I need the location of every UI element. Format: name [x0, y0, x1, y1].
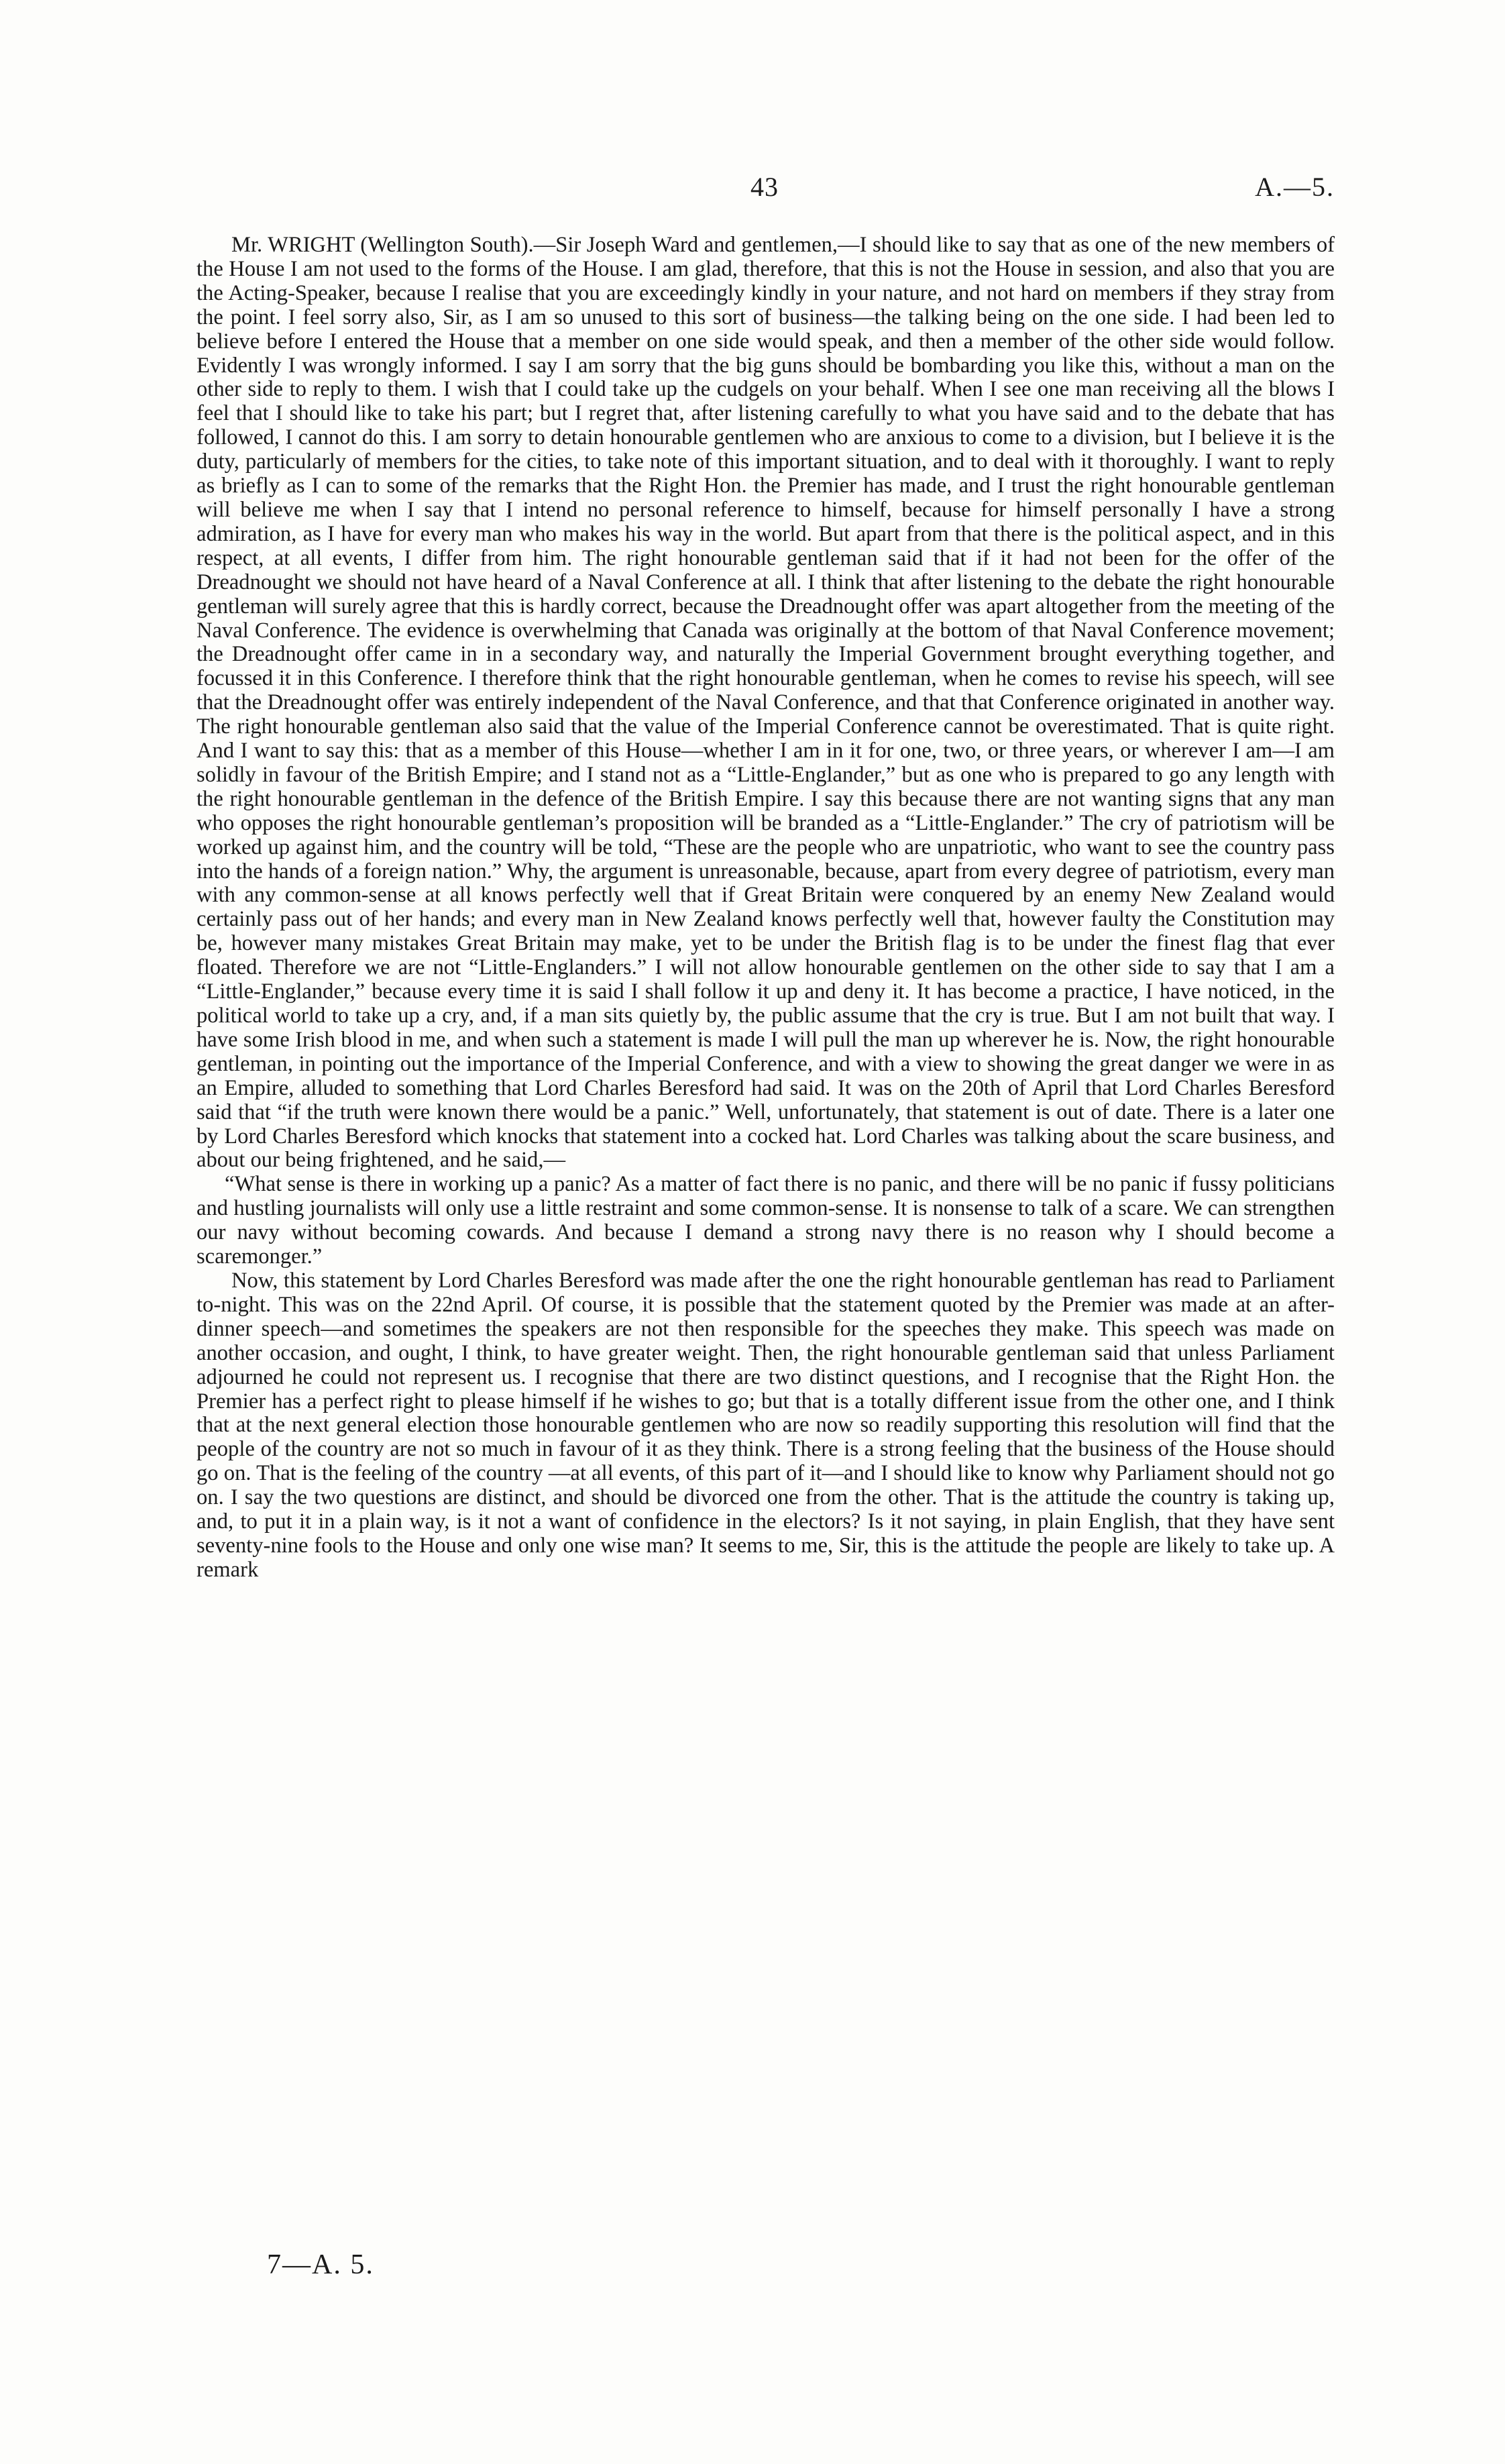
- paper-reference: A.—5.: [1255, 172, 1335, 202]
- page-header: [194, 171, 1335, 211]
- body-text: [197, 233, 1335, 1583]
- page-number: 43: [750, 172, 779, 202]
- paragraph-speech-continued: Now, this statement by Lord Charles Beresford was made after the one the right honourable gentleman has read to Parliament to-night. This was on the 22nd April. Of course, it is possible that the statement quoted by the Premier was made at an after-dinner speech—and sometimes the speakers are not then responsible for the speeches they make. This speech was made on another occasion, and ought, I think, to have greater weight. Then, the right honourable gentleman said that unless Parliament adjourned he could not represent us. I recognise that there are two distinct questions, and I recognise that the Right Hon. the Premier has a perfect right to please himself if he wishes to go; but that is a totally different issue from the other one, and I think that at the next general election those honourable gentlemen who are now so readily supporting this resolution will find that the people of the country are not so much in favour of it as they think. There is a strong feeling that the business of the House should go on. That is the feeling of the country —at all events, of this part of it—and I should like to know why Parliament should not go on. I say the two questions are distinct, and should be divorced one from the other. That is the attitude the country is taking up, and, to put it in a plain way, is it not a want of confidence in the electors? Is it not saying, in plain English, that they have sent seventy-nine fools to the House and only one wise man? It seems to me, Sir, this is the attitude the people are likely to take up. A remark: [197, 1268, 1335, 1582]
- paragraph-beresford-quote: “What sense is there in working up a panic? As a matter of fact there is no panic, and there will be no panic if fussy politicians and hustling journalists will only use a little restraint and some common-sense. It is nonsense to talk of a scare. We can strengthen our navy without becoming cowards. And because I demand a strong navy there is no reason why I should become a scaremonger.”: [197, 1172, 1335, 1269]
- printer-signature: 7—A. 5.: [267, 2249, 374, 2280]
- paragraph-speech-opening: Mr. WRIGHT (Wellington South).—Sir Joseph Ward and gentlemen,—I should like to say that as one of the new members of the House I am not used to the forms of the House. I am glad, therefore, that this is not the House in session, and also that you are the Acting-Speaker, because I realise that you are exceedingly kindly in your nature, and not hard on members if they stray from the point. I feel sorry also, Sir, as I am so unused to this sort of business—the talking being on the one side. I had been led to believe before I entered the House that a member on one side would speak, and then a member of the other side would follow. Evidently I was wrongly informed. I say I am sorry that the big guns should be bombarding you like this, without a man on the other side to reply to them. I wish that I could take up the cudgels on your behalf. When I see one man receiving all the blows I feel that I should like to take his part; but I regret that, after listening carefully to what you have said and to the debate that has followed, I cannot do this. I am sorry to detain honourable gentlemen who are anxious to come to a division, but I believe it is the duty, particularly of members for the cities, to take note of this important situation, and to deal with it thoroughly. I want to reply as briefly as I can to some of the remarks that the Right Hon. the Premier has made, and I trust the right honourable gentleman will believe me when I say that I intend no personal reference to himself, because for himself personally I have a strong admiration, as I have for every man who makes his way in the world. But apart from that there is the political aspect, and in this respect, at all events, I differ from him. The right honourable gentleman said that if it had not been for the offer of the Dreadnought we should not have heard of a Naval Conference at all. I think that after listening to the debate the right honourable gentleman will surely agree that this is hardly correct, because the Dreadnought offer was apart altogether from the meeting of the Naval Conference. The evidence is overwhelming that Canada was originally at the bottom of that Naval Conference movement; the Dreadnought offer came in in a secondary way, and naturally the Imperial Government brought everything together, and focussed it in this Conference. I therefore think that the right honourable gentleman, when he comes to revise his speech, will see that the Dreadnought offer was entirely independent of the Naval Conference, and that that Conference originated in another way. The right honourable gentleman also said that the value of the Imperial Conference cannot be overestimated. That is quite right. And I want to say this: that as a member of this House—whether I am in it for one, two, or three years, or wherever I am—I am solidly in favour of the British Empire; and I stand not as a “Little-Englander,” but as one who is prepared to go any length with the right honourable gentleman in the defence of the British Empire. I say this because there are not wanting signs that any man who opposes the right honourable gentleman’s proposition will be branded as a “Little-Englander.” The cry of patriotism will be worked up against him, and the country will be told, “These are the people who are unpatriotic, who want to see the country pass into the hands of a foreign nation.” Why, the argument is unreasonable, because, apart from every degree of patriotism, every man with any common-sense at all knows perfectly well that if Great Britain were conquered by an enemy New Zealand would certainly pass out of her hands; and every man in New Zealand knows perfectly well that, however faulty the Constitution may be, however many mistakes Great Britain may make, yet to be under the British flag is to be under the finest flag that ever floated. Therefore we are not “Little-Englanders.” I will not allow honourable gentlemen on the other side to say that I am a “Little-Englander,” because every time it is said I shall follow it up and deny it. It has become a practice, I have noticed, in the political world to take up a cry, and, if a man sits quietly by, the public assume that the cry is true. But I am not built that way. I have some Irish blood in me, and when such a statement is made I will pull the man up wherever he is. Now, the right honourable gentleman, in pointing out the importance of the Imperial Conference, and with a view to showing the great danger we were in as an Empire, alluded to something that Lord Charles Beresford had said. It was on the 20th of April that Lord Charles Beresford said that “if the truth were known there would be a panic.” Well, unfortunately, that statement is out of date. There is a later one by Lord Charles Beresford which knocks that statement into a cocked hat. Lord Charles was talking about the scare business, and about our being frightened, and he said,—: [197, 233, 1335, 1173]
